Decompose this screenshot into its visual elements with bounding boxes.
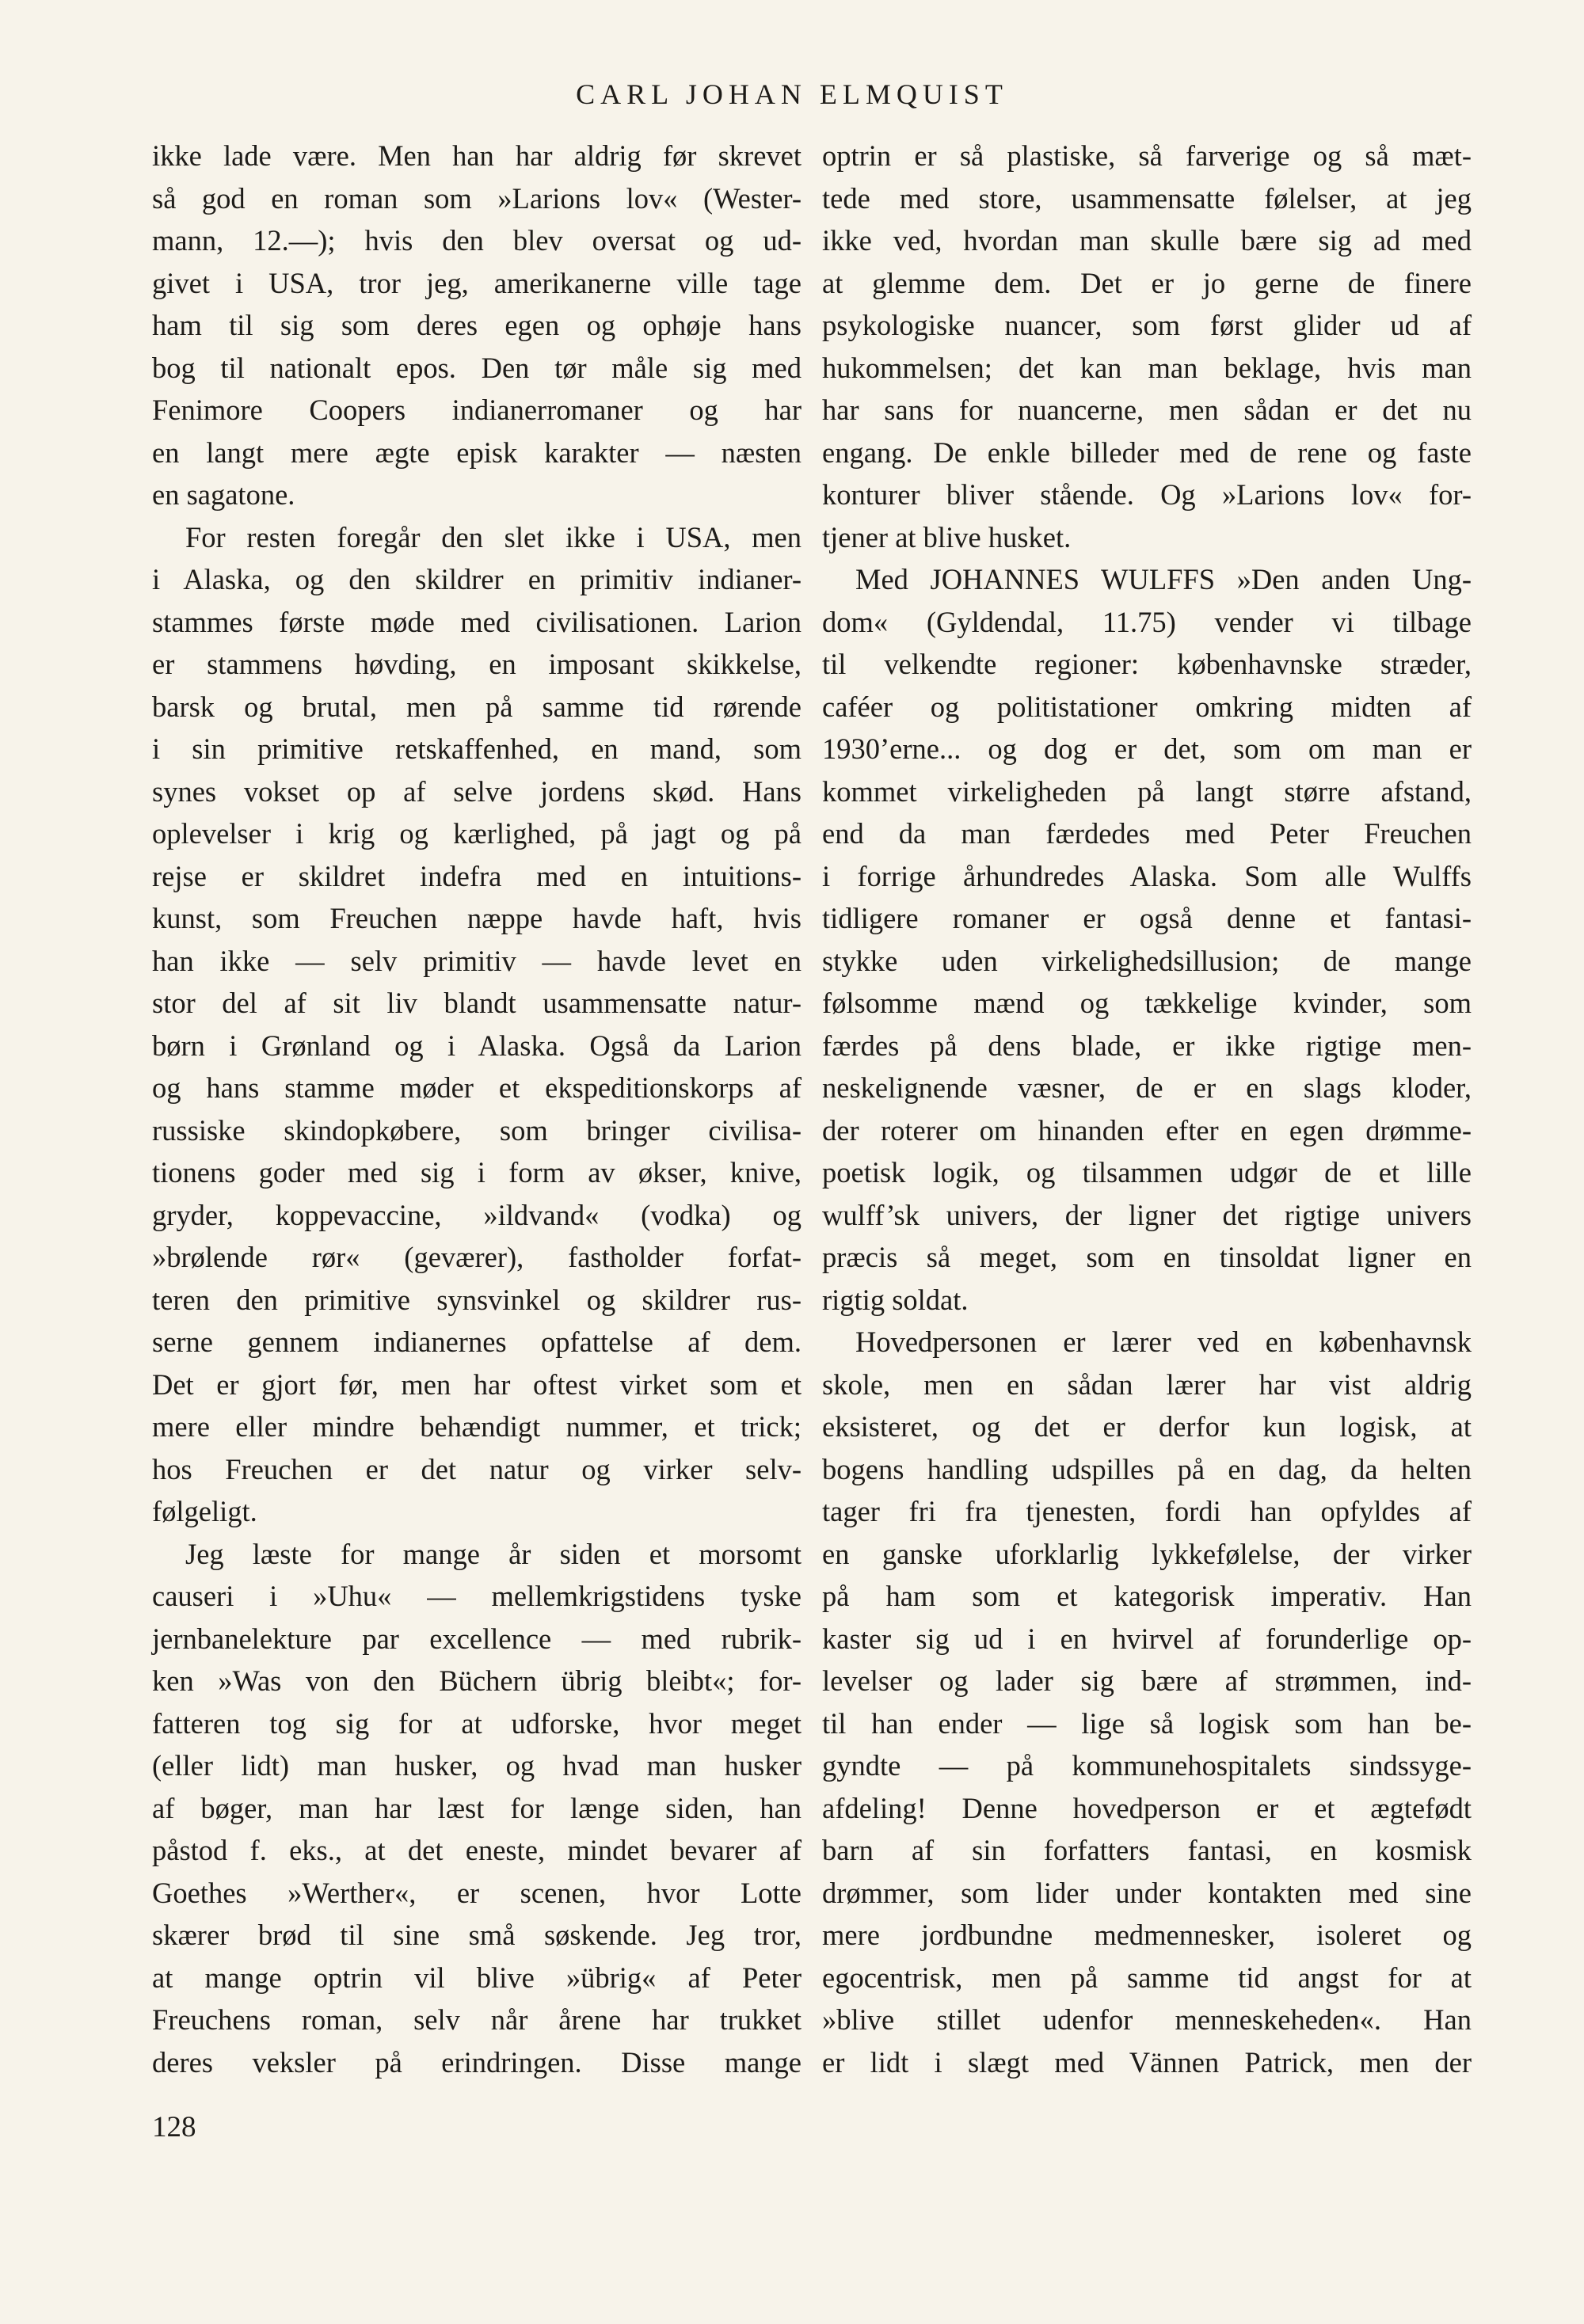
text-line: rejse er skildret indefra med en intuitions- (152, 859, 802, 892)
text-line: tionens goder med sig i form av økser, knive, (152, 1156, 802, 1189)
text-line: der roterer om hinanden efter en egen drømme- (822, 1113, 1472, 1147)
text-line: oplevelser i krig og kærlighed, på jagt og på (152, 817, 802, 850)
text-line: til han ender — lige så logisk som han be- (822, 1706, 1472, 1740)
text-line: er stammens høvding, en imposant skikkelse, (152, 648, 802, 680)
text-line: konturer bliver stående. Og »Larions lov« for- (822, 478, 1472, 511)
text-line: Hovedpersonen er lærer ved en københavnsk (855, 1326, 1472, 1358)
text-line: jernbanelekture par excellence — med rubrik- (152, 1622, 802, 1655)
text-line: Med JOHANNES WULFFS »Den anden Ung- (855, 563, 1472, 595)
right-column (822, 135, 1472, 2083)
text-line: stammes første møde med civilisationen. Larion (152, 605, 802, 638)
text-line: stykke uden virkelighedsillusion; de mange (822, 944, 1472, 977)
page-number: 128 (152, 2111, 196, 2143)
text-line: »brølende rør« (geværer), fastholder forfat- (152, 1241, 802, 1273)
text-line: ken »Was von den Büchern übrig bleibt«; for- (152, 1664, 802, 1697)
text-line: drømmer, som lider under kontakten med sine (822, 1876, 1472, 1909)
text-line: fatteren tog sig for at udforske, hvor meget (152, 1706, 802, 1740)
text-line: russiske skindopkøbere, som bringer civilisa- (152, 1113, 802, 1147)
text-line: har sans for nuancerne, men sådan er det nu (822, 394, 1472, 426)
text-line: Det er gjort før, men har oftest virket som et (152, 1367, 802, 1401)
text-line: psykologiske nuancer, som først glider ud af (822, 309, 1472, 341)
text-line: afdeling! Denne hovedperson er et ægtefødt (822, 1791, 1472, 1824)
text-line: neskelignende væsner, de er en slags kloder, (822, 1071, 1472, 1104)
text-line: Freuchens roman, selv når årene har trukket (152, 2003, 802, 2036)
text-line: kommet virkeligheden på langt større afstand, (822, 774, 1472, 808)
left-column (152, 135, 802, 2083)
text-line: af bøger, man har læst for længe siden, han (152, 1791, 802, 1824)
text-line: at glemme dem. Det er jo gerne de finere (822, 266, 1472, 299)
text-line: færdes på dens blade, er ikke rigtige men- (822, 1029, 1472, 1062)
text-line: barsk og brutal, men på samme tid rørende (152, 690, 802, 723)
text-line: eksisteret, og det er derfor kun logisk, at (822, 1410, 1472, 1443)
text-line: barn af sin forfatters fantasi, en kosmisk (822, 1834, 1472, 1866)
text-line: børn i Grønland og i Alaska. Også da Larion (152, 1029, 802, 1062)
text-line: og hans stamme møder et ekspeditionskorps af (152, 1071, 802, 1104)
text-line: Fenimore Coopers indianerromaner og har (152, 394, 802, 426)
text-line: følsomme mænd og tækkelige kvinder, som (822, 987, 1472, 1019)
text-line: givet i USA, tror jeg, amerikanerne ville tage (152, 266, 802, 299)
text-line: en ganske uforklarlig lykkefølelse, der virker (822, 1537, 1472, 1570)
text-line: synes vokset op af selve jordens skød. Hans (152, 774, 802, 808)
text-line: i sin primitive retskaffenhed, en mand, som (152, 732, 802, 765)
text-line: 1930’erne... og dog er det, som om man er (822, 732, 1472, 765)
text-line: causeri i »Uhu« — mellemkrigstidens tyske (152, 1580, 802, 1612)
text-line: hos Freuchen er det natur og virker selv- (152, 1452, 802, 1485)
text-line: hukommelsen; det kan man beklage, hvis man (822, 351, 1472, 384)
text-line: tjener at blive husket. (822, 520, 1072, 553)
text-line: For resten foregår den slet ikke i USA, men (185, 520, 802, 553)
text-line: egocentrisk, men på samme tid angst for at (822, 1961, 1472, 1994)
running-head: CARL JOHAN ELMQUIST (576, 78, 1008, 110)
text-line: wulff’sk univers, der ligner det rigtige univers (822, 1198, 1472, 1231)
text-line: skærer brød til sine små søskende. Jeg tror, (152, 1919, 802, 1951)
text-line: gyndte — på kommunehospitalets sindssyge- (822, 1749, 1472, 1782)
text-line: tager fri fra tjenesten, fordi han opfyldes af (822, 1495, 1472, 1527)
text-line: bog til nationalt epos. Den tør måle sig med (152, 351, 802, 384)
text-line: Goethes »Werther«, er scenen, hvor Lotte (152, 1876, 802, 1909)
text-line: præcis så meget, som en tinsoldat ligner en (822, 1241, 1472, 1273)
text-line: ham til sig som deres egen og ophøje hans (152, 309, 802, 341)
text-line: kunst, som Freuchen næppe havde haft, hvis (152, 902, 802, 934)
text-line: skole, men en sådan lærer har vist aldrig (822, 1367, 1472, 1401)
text-line: »blive stillet udenfor menneskeheden«. Han (822, 2003, 1472, 2036)
text-line: han ikke — selv primitiv — havde levet en (152, 944, 802, 977)
text-line: en langt mere ægte episk karakter — næsten (152, 436, 802, 469)
text-line: ikke lade være. Men han har aldrig før skrevet (152, 139, 802, 172)
text-line: gryder, koppevaccine, »ildvand« (vodka) og (152, 1198, 802, 1231)
text-line: teren den primitive synsvinkel og skildrer rus- (152, 1283, 802, 1316)
text-line: mere eller mindre behændigt nummer, et trick; (152, 1410, 802, 1443)
text-line: caféer og politistationer omkring midten af (822, 690, 1472, 723)
text-line: kaster sig ud i en hvirvel af forunderlige op- (822, 1622, 1472, 1655)
text-line: i forrige århundredes Alaska. Som alle Wulffs (822, 859, 1472, 892)
text-line: end da man færdedes med Peter Freuchen (822, 817, 1472, 850)
text-line: dom« (Gyldendal, 11.75) vender vi tilbage (822, 605, 1472, 638)
text-line: i Alaska, og den skildrer en primitiv indianer- (152, 563, 802, 595)
text-line: tede med store, usammensatte følelser, at jeg (822, 181, 1472, 215)
text-line: optrin er så plastiske, så farverige og så mæt- (822, 139, 1472, 172)
text-line: deres veksler på erindringen. Disse mange (152, 2045, 802, 2079)
text-line: så god en roman som »Larions lov« (Wester- (152, 181, 802, 215)
text-line: mere jordbundne medmennesker, isoleret og (822, 1919, 1472, 1951)
text-line: på ham som et kategorisk imperativ. Han (822, 1580, 1472, 1612)
text-line: tidligere romaner er også denne et fantasi- (822, 902, 1472, 934)
text-line: (eller lidt) man husker, og hvad man husker (152, 1749, 802, 1782)
text-line: poetisk logik, og tilsammen udgør de et lille (822, 1156, 1472, 1189)
text-line: stor del af sit liv blandt usammensatte natur- (152, 987, 802, 1019)
text-line: rigtig soldat. (822, 1283, 969, 1316)
text-line: følgeligt. (152, 1495, 257, 1527)
text-line: mann, 12.—); hvis den blev oversat og ud- (152, 224, 802, 257)
text-line: at mange optrin vil blive »übrig« af Peter (152, 1961, 802, 1994)
text-line: ikke ved, hvordan man skulle bære sig ad med (822, 224, 1472, 257)
text-line: serne gennem indianernes opfattelse af dem. (152, 1326, 802, 1358)
text-line: bogens handling udspilles på en dag, da helten (822, 1452, 1472, 1485)
text-line: påstod f. eks., at det eneste, mindet bevarer af (152, 1834, 802, 1866)
text-line: engang. De enkle billeder med de rene og faste (822, 436, 1472, 469)
text-line: til velkendte regioner: københavnske stræder, (822, 648, 1472, 680)
text-line: er lidt i slægt med Vännen Patrick, men der (822, 2045, 1472, 2079)
text-line: en sagatone. (152, 478, 295, 511)
text-line: Jeg læste for mange år siden et morsomt (185, 1537, 802, 1570)
text-line: levelser og lader sig bære af strømmen, ind- (822, 1664, 1472, 1697)
